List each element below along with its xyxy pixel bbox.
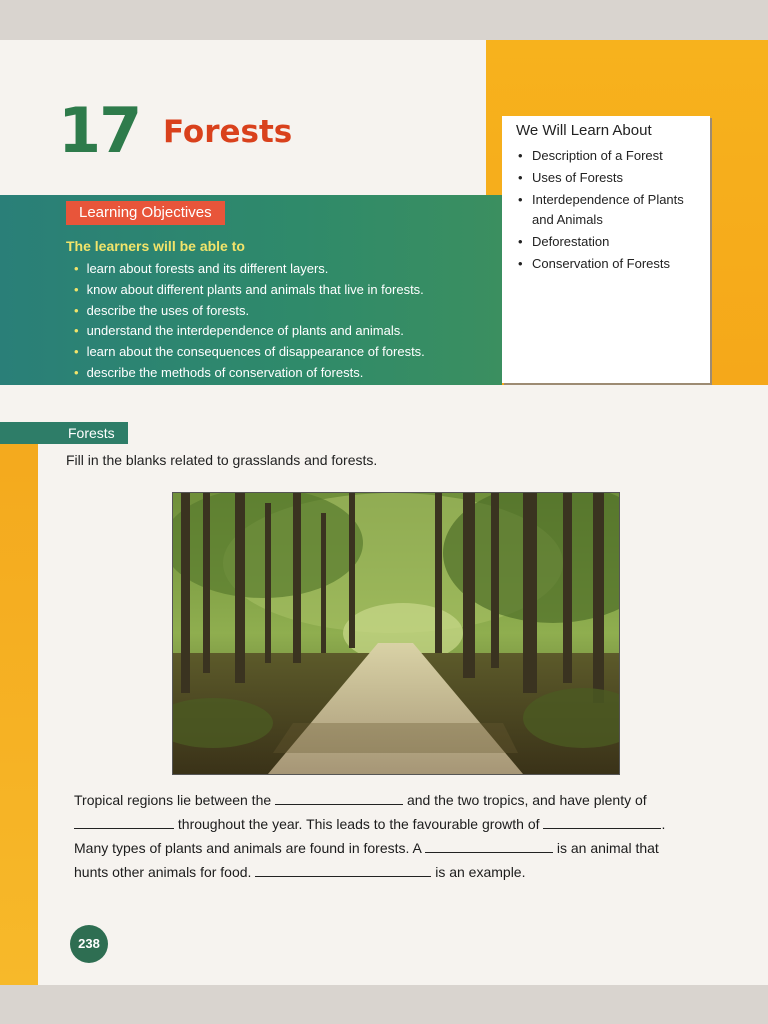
exercise-instruction: Fill in the blanks related to grasslands and forests. [66, 452, 378, 468]
objectives-list [74, 259, 425, 384]
left-margin-strip [0, 423, 38, 985]
para-line-2 [74, 812, 720, 836]
objectives-lead: The learners will be able to [66, 238, 245, 254]
para-text: Tropical regions lie between the [74, 792, 272, 808]
objective-item: • learn about forests and its different layers. [74, 259, 425, 280]
para-text: hunts other animals for food. [74, 864, 252, 880]
section-tag-forests [0, 422, 128, 444]
learn-item: • Conservation of Forests [516, 254, 706, 274]
para-line-4 [74, 860, 720, 884]
objective-item: • know about different plants and animals that live in forests. [74, 280, 425, 301]
para-line-3 [74, 836, 720, 860]
learn-box-list [516, 146, 706, 276]
blank-2[interactable] [74, 814, 174, 829]
objective-item: • learn about the consequences of disappearance of forests. [74, 342, 425, 363]
forest-path-photo [172, 492, 620, 775]
objective-item: • describe the uses of forests. [74, 301, 425, 322]
objective-item: • describe the methods of conservation of forests. [74, 363, 425, 384]
objective-item: • understand the interdependence of plants and animals. [74, 321, 425, 342]
learn-item: • Description of a Forest [516, 146, 706, 166]
chapter-title: Forests [163, 114, 293, 150]
para-text: is an animal that [556, 840, 659, 856]
section-tag-label: Forests [68, 425, 115, 441]
para-text: is an example. [435, 864, 526, 880]
blank-1[interactable] [275, 790, 403, 805]
para-line-1 [74, 788, 720, 812]
blank-4[interactable] [425, 838, 553, 853]
learning-objectives-tag: Learning Objectives [66, 201, 225, 225]
learn-item: • Interdependence of Plants and Animals [516, 190, 706, 230]
blank-5[interactable] [255, 862, 431, 877]
learn-item: • Deforestation [516, 232, 706, 252]
page-number-badge: 238 [70, 925, 108, 963]
chapter-number: 17 [58, 94, 141, 167]
para-text: and the two tropics, and have plenty of [406, 792, 647, 808]
blank-3[interactable] [543, 814, 661, 829]
para-text: throughout the year. This leads to the favourable growth of [177, 816, 540, 832]
para-text: Many types of plants and animals are found in forests. A [74, 840, 422, 856]
we-will-learn-box [502, 116, 710, 383]
learn-item: • Uses of Forests [516, 168, 706, 188]
fill-in-blanks-paragraph [74, 788, 720, 884]
learn-box-title: We Will Learn About [516, 122, 652, 139]
textbook-page [0, 40, 768, 985]
para-text: . [661, 816, 666, 832]
